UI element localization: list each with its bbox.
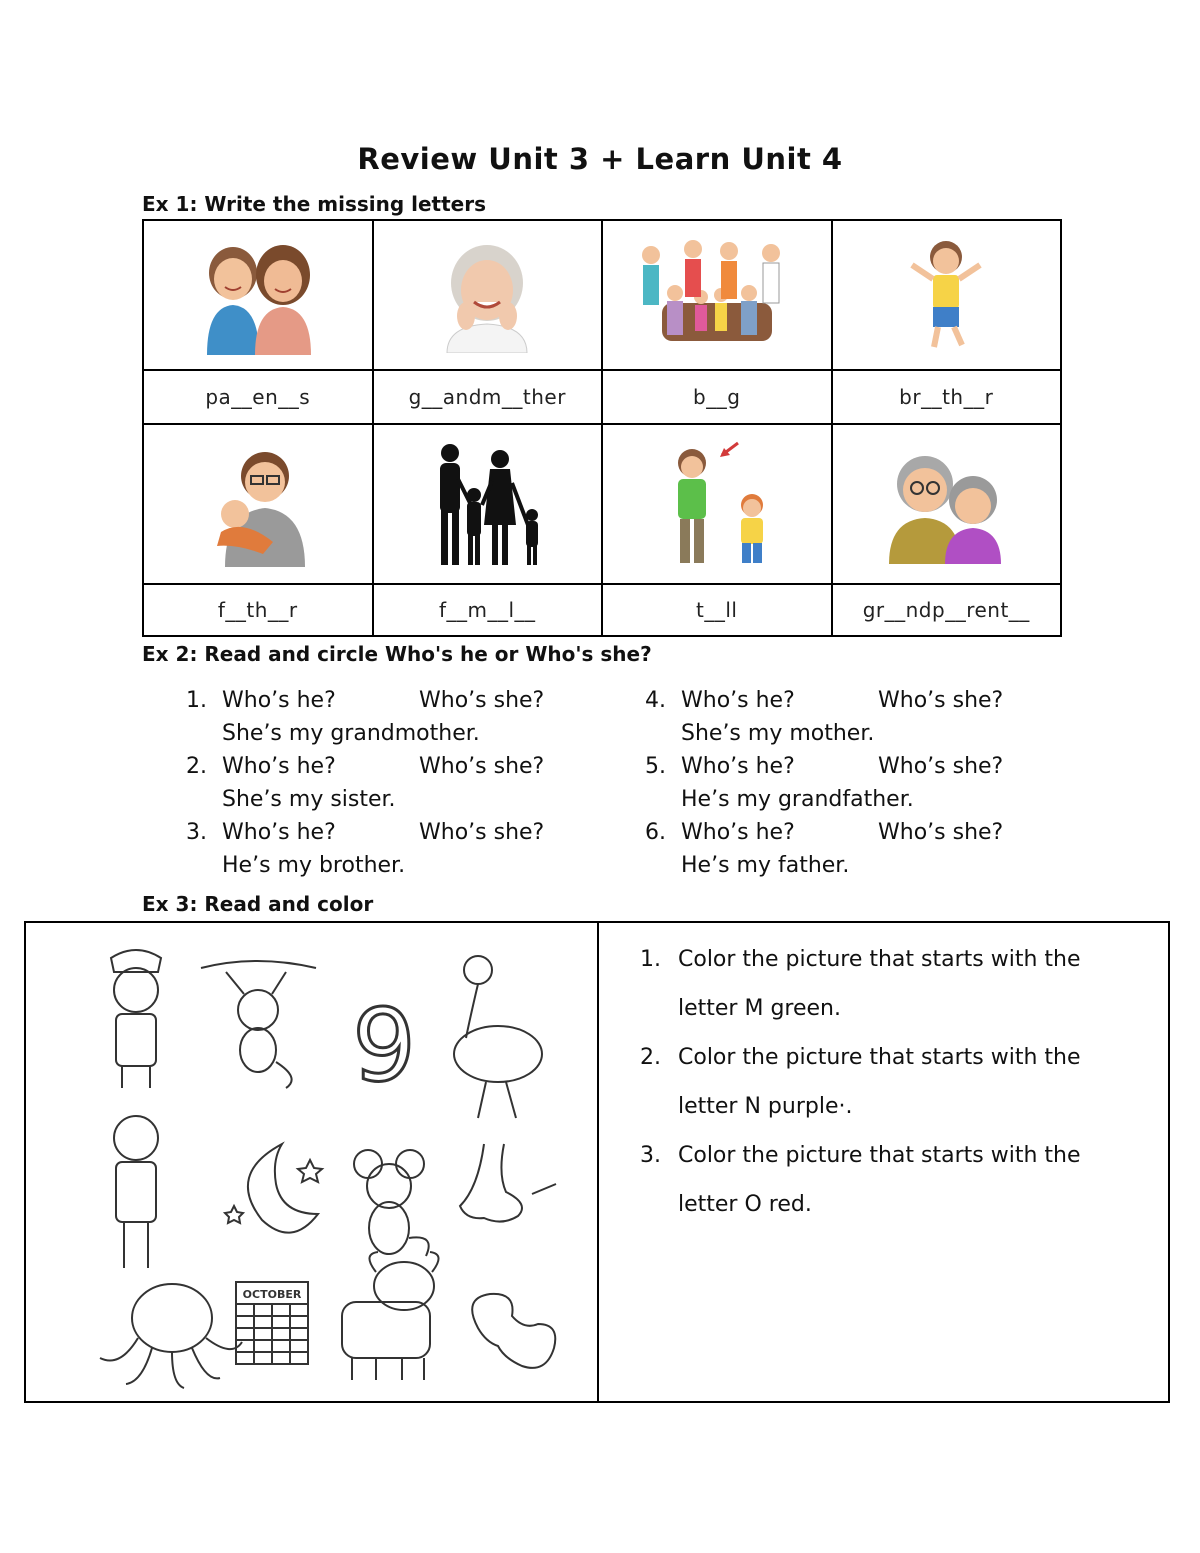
- missing-letters-word: t__ll: [696, 598, 738, 622]
- boy-icon[interactable]: [114, 1116, 158, 1268]
- ex1-cell-brother: [832, 220, 1062, 370]
- option-whos-he[interactable]: Who’s he?: [222, 820, 336, 845]
- tall-boy-picture: [652, 439, 782, 569]
- option-whos-he[interactable]: Who’s he?: [222, 754, 336, 779]
- missing-letters-word: pa__en__s: [205, 385, 311, 409]
- peanut-icon[interactable]: [472, 1294, 555, 1368]
- ex1-cell-big-family: [602, 220, 832, 370]
- missing-letters-word: br__th__r: [899, 385, 994, 409]
- answer-sentence: He’s my father.: [681, 853, 850, 878]
- nurse-icon[interactable]: [111, 950, 161, 1088]
- question-number: 3.: [186, 820, 207, 845]
- ex1-word-cell: [373, 370, 603, 424]
- instruction-line: Color the picture that starts with the: [678, 947, 1081, 972]
- octopus-icon[interactable]: [100, 1284, 242, 1388]
- ex3-box: [24, 921, 1170, 1403]
- question-number: 2.: [186, 754, 207, 779]
- grandmother-picture: [432, 238, 542, 353]
- ex1-word-cell: [143, 584, 373, 636]
- number-nine-icon[interactable]: 9: [352, 987, 416, 1104]
- grandparents-picture: [881, 444, 1011, 564]
- missing-letters-word: f__m__l__: [438, 598, 536, 622]
- ex3-instructions: [640, 935, 1160, 1229]
- answer-sentence: She’s my sister.: [222, 787, 396, 812]
- ex2-right-column: [645, 684, 1045, 882]
- ex1-cell-tall: [602, 424, 832, 584]
- ex1-cell-grandparents: [832, 424, 1062, 584]
- ex1-cell-family-silhouette: [373, 424, 603, 584]
- question-number: 4.: [645, 688, 666, 713]
- question-number: 5.: [645, 754, 666, 779]
- instruction-number: 2.: [640, 1045, 661, 1070]
- instruction-line: letter M green.: [678, 996, 841, 1021]
- instruction-number: 1.: [640, 947, 661, 972]
- ex1-word-cell: [602, 370, 832, 424]
- brother-picture: [906, 235, 986, 355]
- ex2-question: [186, 750, 586, 816]
- ex2-left-column: [186, 684, 586, 882]
- option-whos-she[interactable]: Who’s she?: [419, 688, 545, 713]
- option-whos-she[interactable]: Who’s she?: [419, 754, 545, 779]
- father-picture: [203, 442, 313, 567]
- ex1-word-cell: [373, 584, 603, 636]
- instruction-line: letter O red.: [678, 1192, 812, 1217]
- instruction-item: [640, 935, 1160, 1033]
- ex1-heading: Ex 1: Write the missing letters: [142, 192, 486, 216]
- option-whos-he[interactable]: Who’s he?: [222, 688, 336, 713]
- instruction-item: [640, 1131, 1160, 1229]
- ex3-heading: Ex 3: Read and color: [142, 892, 374, 916]
- ex1-cell-parents: [143, 220, 373, 370]
- ex1-word-cell: [143, 370, 373, 424]
- answer-sentence: She’s my mother.: [681, 721, 875, 746]
- option-whos-she[interactable]: Who’s she?: [419, 820, 545, 845]
- ex1-word-cell: [832, 370, 1062, 424]
- option-whos-he[interactable]: Who’s he?: [681, 754, 795, 779]
- ex1-cell-grandmother: [373, 220, 603, 370]
- ex1-table: [142, 219, 1062, 637]
- monkey-icon[interactable]: [201, 961, 316, 1088]
- instruction-item: [640, 1033, 1160, 1131]
- missing-letters-word: f__th__r: [217, 598, 298, 622]
- ex2-question: [645, 684, 1045, 750]
- ex2-question: [186, 816, 586, 882]
- ex2-heading: Ex 2: Read and circle Who's he or Who's she?: [142, 642, 652, 666]
- cow-icon[interactable]: [342, 1252, 439, 1380]
- ex2-question: [186, 684, 586, 750]
- option-whos-she[interactable]: Who’s she?: [878, 688, 1004, 713]
- mouse-icon[interactable]: [354, 1150, 429, 1256]
- ostrich-icon[interactable]: [454, 956, 542, 1118]
- moon-icon[interactable]: [225, 1144, 322, 1233]
- calendar-month-label: OCTOBER: [242, 1288, 302, 1301]
- parents-picture: [193, 235, 323, 355]
- instruction-line: Color the picture that starts with the: [678, 1045, 1081, 1070]
- ex1-cell-father: [143, 424, 373, 584]
- question-number: 6.: [645, 820, 666, 845]
- missing-letters-word: b__g: [693, 385, 741, 409]
- instruction-number: 3.: [640, 1143, 661, 1168]
- question-number: 1.: [186, 688, 207, 713]
- option-whos-he[interactable]: Who’s he?: [681, 820, 795, 845]
- ex2-question: [645, 816, 1045, 882]
- option-whos-she[interactable]: Who’s she?: [878, 820, 1004, 845]
- answer-sentence: He’s my grandfather.: [681, 787, 914, 812]
- missing-letters-word: g__andm__ther: [408, 385, 566, 409]
- instruction-line: letter N purple·.: [678, 1094, 853, 1119]
- ex3-divider: [597, 923, 599, 1401]
- ex2-question: [645, 750, 1045, 816]
- nose-icon[interactable]: [460, 1144, 556, 1222]
- answer-sentence: He’s my brother.: [222, 853, 406, 878]
- missing-letters-word: gr__ndp__rent__: [862, 598, 1030, 622]
- big-family-picture: [637, 235, 797, 355]
- family-silhouette-picture: [422, 439, 552, 569]
- instruction-line: Color the picture that starts with the: [678, 1143, 1081, 1168]
- page-title: Review Unit 3 + Learn Unit 4: [357, 142, 843, 176]
- option-whos-he[interactable]: Who’s he?: [681, 688, 795, 713]
- ex1-word-cell: [602, 584, 832, 636]
- ex1-word-cell: [832, 584, 1062, 636]
- coloring-pictures: [86, 938, 566, 1393]
- option-whos-she[interactable]: Who’s she?: [878, 754, 1004, 779]
- answer-sentence: She’s my grandmother.: [222, 721, 480, 746]
